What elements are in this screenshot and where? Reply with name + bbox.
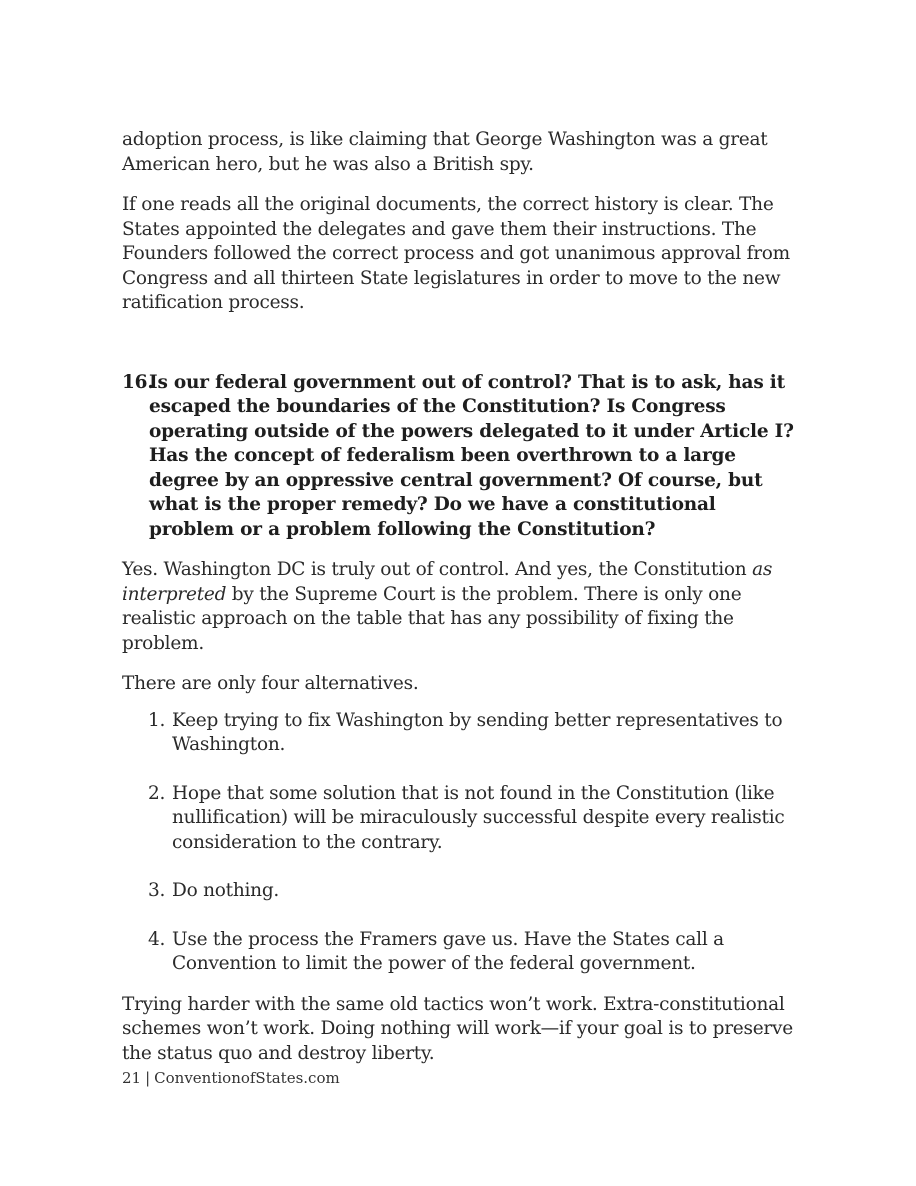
list-item — [148, 782, 802, 856]
answer-italic-phrase: as interpreted — [122, 559, 773, 605]
question-text: Is our federal government out of control? That is to ask, has it escaped the boundaries of the Constitution? Is Congress operating outside of the powers delegated to it under Article I? Has the concept of federalism been overthrown to a large degree by an oppressive central government? Of course, but what is the proper remedy? Do we have a constitutional problem or a problem following the Constitution? — [149, 371, 794, 540]
page-number: 21 — [122, 1069, 142, 1087]
paragraph-closing: Trying harder with the same old tactics won’t work. Extra-constitutional schemes won’t work. Doing nothing will work—if your goal is to preserve the status quo and destroy liberty. — [122, 993, 793, 1064]
list-item-text: Use the process the Framers gave us. Have the States call a Convention to limit the power of the federal government. — [172, 928, 724, 974]
question-number: 16. — [122, 371, 154, 393]
document-page — [122, 128, 802, 1088]
paragraph-answer — [122, 558, 802, 656]
paragraph-alternatives-intro: There are only four alternatives. — [122, 673, 419, 694]
question-heading — [122, 371, 802, 543]
answer-text-part2: by the Supreme Court is the problem. There is only one realistic approach on the table that has any possibility of fixing the problem. — [122, 583, 742, 654]
paragraph-original-documents: If one reads all the original documents, the correct history is clear. The States appointed the delegates and gave them their instructions. The Founders followed the correct process and got unanimous approval from Congress and all thirteen State legislatures in order to move to the new ratification process. — [122, 194, 790, 313]
list-item-text: Keep trying to fix Washington by sending better representatives to Washington. — [172, 709, 783, 755]
footer-site: ConventionofStates.com — [154, 1069, 340, 1087]
list-item-number: 3. — [148, 880, 166, 901]
alternatives-list — [122, 709, 802, 977]
list-item-number: 1. — [148, 709, 166, 731]
list-item — [148, 928, 802, 977]
list-item-text: Do nothing. — [172, 880, 280, 901]
list-item — [148, 879, 802, 904]
answer-text-part1: Yes. Washington DC is truly out of control. And yes, the Constitution — [122, 559, 753, 580]
footer-separator: | — [145, 1069, 151, 1087]
list-item-number: 2. — [148, 782, 166, 804]
list-item-number: 4. — [148, 928, 166, 950]
page-footer — [122, 1068, 802, 1088]
list-item-text: Hope that some solution that is not found in the Constitution (like nullification) will be miraculously successful despite every realistic consideration to the contrary. — [172, 782, 785, 853]
list-item — [148, 709, 802, 758]
paragraph-adoption-process: adoption process, is like claiming that George Washington was a great American hero, but he was also a British spy. — [122, 129, 768, 175]
